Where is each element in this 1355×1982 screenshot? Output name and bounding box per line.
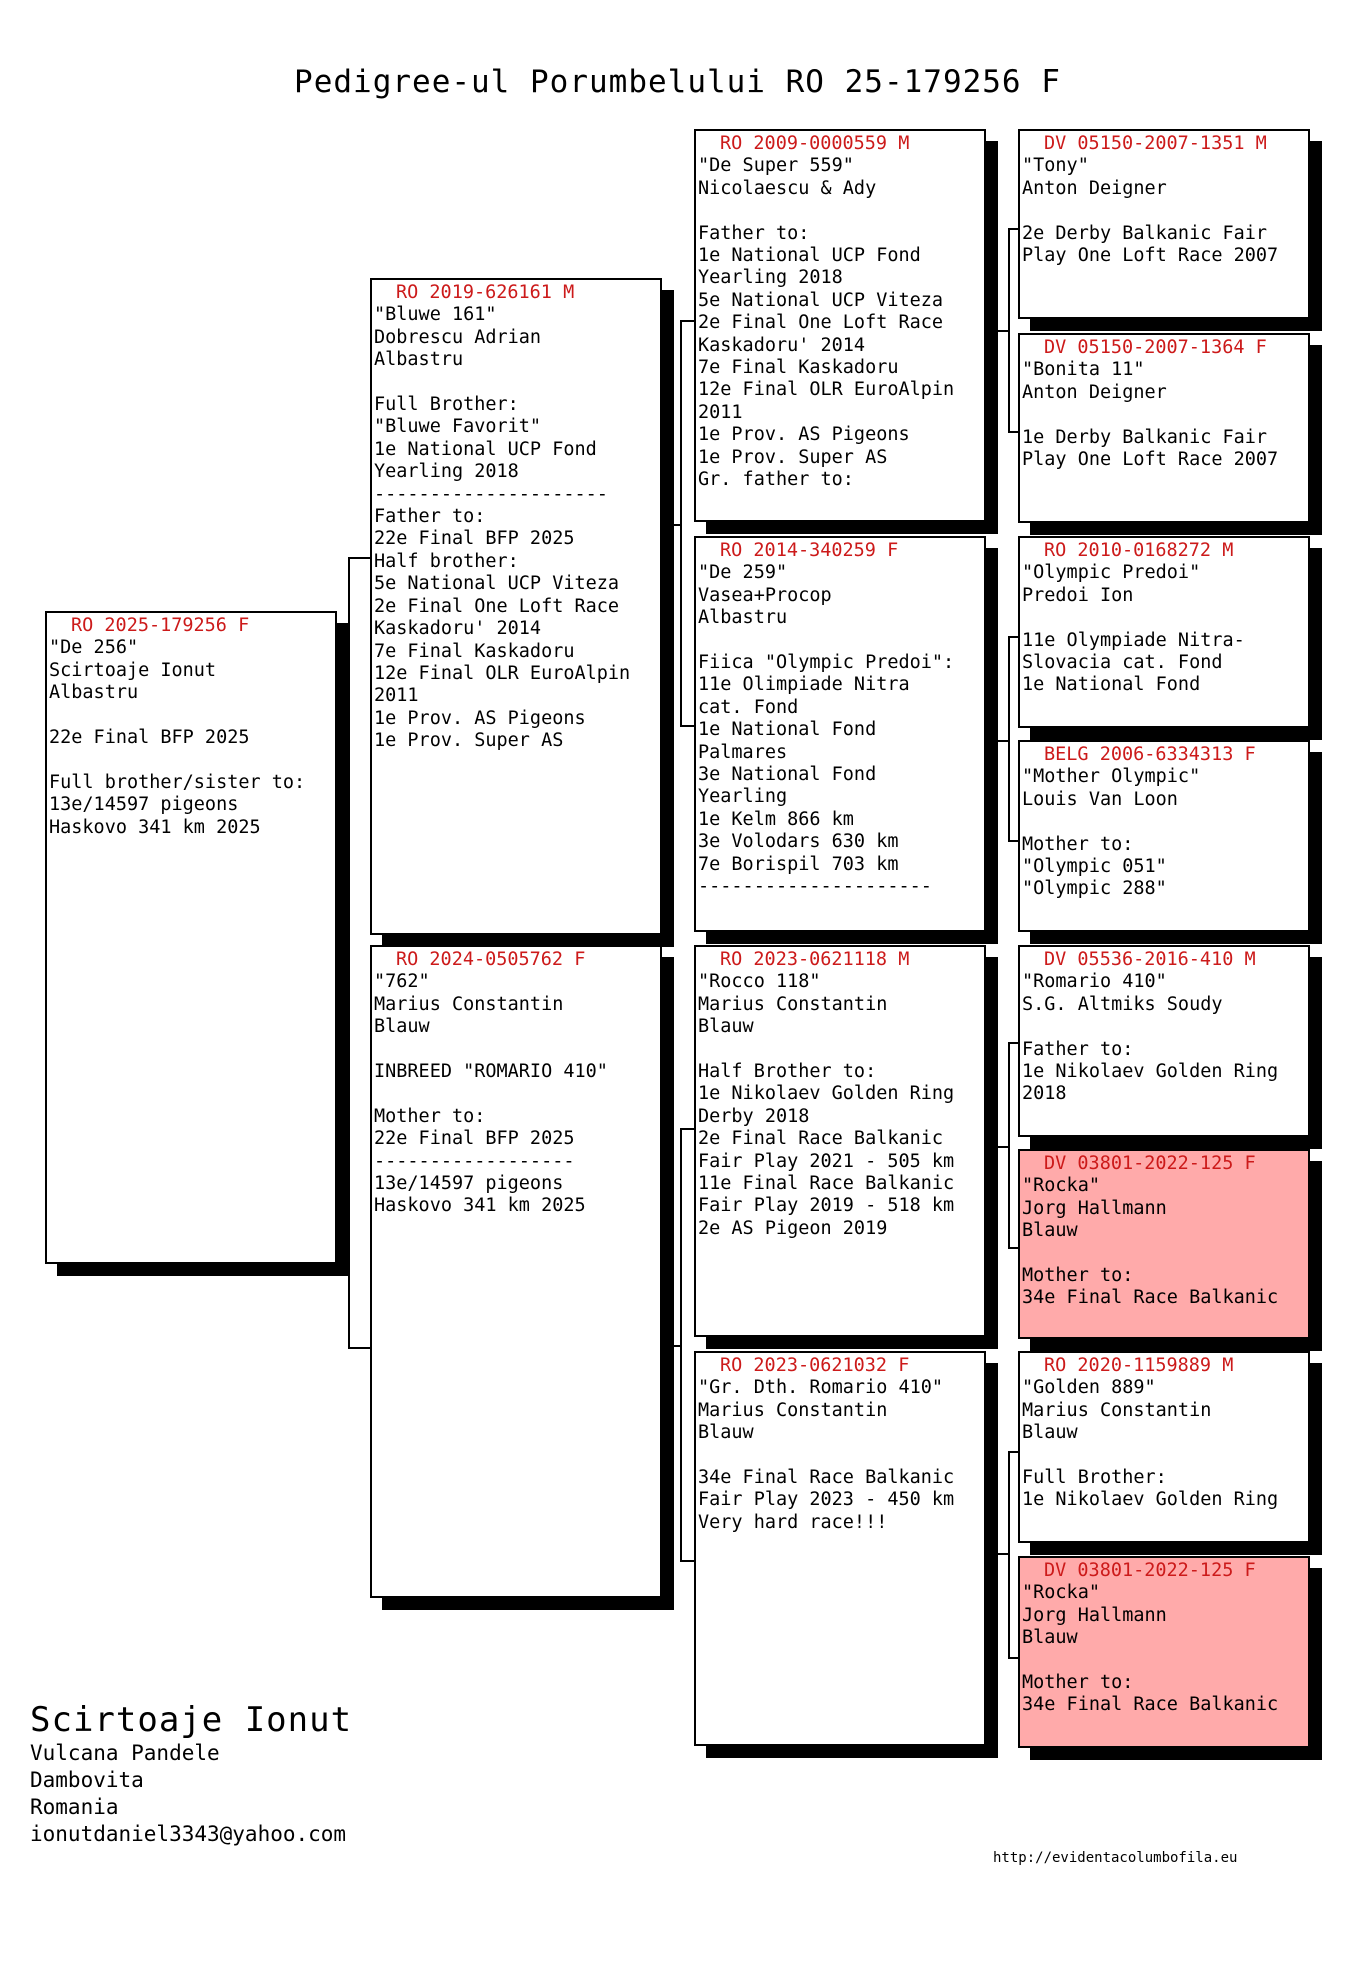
owner-address-2: Dambovita bbox=[30, 1768, 144, 1792]
pigeon-card-dss bbox=[1018, 945, 1310, 1137]
ring-number: RO 2014-340259 F bbox=[720, 540, 899, 561]
pigeon-card-sss bbox=[1018, 129, 1310, 319]
pigeon-card-subject bbox=[45, 611, 337, 1264]
ring-number: RO 2024-0505762 F bbox=[396, 949, 586, 970]
pigeon-details: "Bluwe 161" Dobrescu Adrian Albastru Full Brother: "Bluwe Favorit" 1e National UCP Fond Yearling 2018 --------------------- Father to: 22e Final BFP 2025 Half brother: 5e National UCP Viteza 2e Final One Loft Race Kaskadoru' 2014 7e Final Kaskadoru 12e Final OLR EuroAlpin 2011 1e Prov. AS Pigeons 1e Prov. Super AS bbox=[374, 304, 631, 752]
ring-number: DV 03801-2022-125 F bbox=[1044, 1153, 1256, 1174]
owner-address-1: Vulcana Pandele bbox=[30, 1741, 220, 1765]
connector-g3-1-mid bbox=[996, 330, 1010, 332]
ring-number: DV 05150-2007-1351 M bbox=[1044, 133, 1267, 154]
pigeon-card-dam bbox=[370, 945, 662, 1598]
connector-dam-parents-mid bbox=[666, 1345, 682, 1347]
pigeon-details: "Rocco 118" Marius Constantin Blauw Half Brother to: 1e Nikolaev Golden Ring Derby 2018 2e Final Race Balkanic Fair Play 2021 - 505 km 11e Final Race Balkanic Fair Play 2019 - 518 km 2e AS Pigeon 2019 bbox=[698, 971, 955, 1239]
pigeon-card-ddd bbox=[1018, 1556, 1310, 1748]
ring-number: DV 05536-2016-410 M bbox=[1044, 949, 1256, 970]
owner-name: Scirtoaje Ionut bbox=[30, 1700, 353, 1740]
pigeon-card-sire bbox=[370, 278, 662, 935]
ring-number: DV 05150-2007-1364 F bbox=[1044, 337, 1267, 358]
pigeon-card-dsd bbox=[1018, 1149, 1310, 1339]
connector-gen1-top bbox=[348, 557, 372, 559]
ring-number: RO 2023-0621032 F bbox=[720, 1355, 910, 1376]
pigeon-card-dam-sire bbox=[694, 945, 986, 1337]
ring-number: RO 2019-626161 M bbox=[396, 282, 575, 303]
connector-g3-2 bbox=[1008, 636, 1010, 842]
ring-number: RO 2010-0168272 M bbox=[1044, 540, 1234, 561]
connector-gen1-mid bbox=[336, 943, 350, 945]
ring-number: DV 03801-2022-125 F bbox=[1044, 1560, 1256, 1581]
owner-email: ionutdaniel3343@yahoo.com bbox=[30, 1822, 347, 1846]
pigeon-details: "Romario 410" S.G. Altmiks Soudy Father to: 1e Nikolaev Golden Ring 2018 bbox=[1022, 971, 1279, 1105]
pigeon-card-dds bbox=[1018, 1351, 1310, 1543]
pigeon-card-sdd bbox=[1018, 740, 1310, 932]
pigeon-details: "762" Marius Constantin Blauw INBREED "ROMARIO 410" Mother to: 22e Final BFP 2025 ------------------ 13e/14597 pigeons Haskovo 341 km 2025 bbox=[374, 971, 608, 1217]
ring-number: RO 2020-1159889 M bbox=[1044, 1355, 1234, 1376]
pigeon-card-ssd bbox=[1018, 333, 1310, 523]
website-link[interactable]: http://evidentacolumbofila.eu bbox=[993, 1850, 1238, 1866]
pigeon-details: "Rocka" Jorg Hallmann Blauw Mother to: 34e Final Race Balkanic bbox=[1022, 1175, 1279, 1309]
pigeon-details: "De Super 559" Nicolaescu & Ady Father to: 1e National UCP Fond Yearling 2018 5e National UCP Viteza 2e Final One Loft Race Kaskadoru' 2014 7e Final Kaskadoru 12e Final OLR EuroAlpin 2011 1e Prov. AS Pigeons 1e Prov. Super AS Gr. father to: bbox=[698, 155, 955, 491]
ring-number: RO 2023-0621118 M bbox=[720, 949, 910, 970]
pigeon-details: "Mother Olympic" Louis Van Loon Mother to: "Olympic 051" "Olympic 288" bbox=[1022, 766, 1201, 900]
pigeon-details: "Rocka" Jorg Hallmann Blauw Mother to: 34e Final Race Balkanic bbox=[1022, 1582, 1279, 1716]
ring-number: RO 2009-0000559 M bbox=[720, 133, 910, 154]
connector-g3-3-mid bbox=[996, 1146, 1010, 1148]
connector-g3-4-mid bbox=[996, 1553, 1010, 1555]
pigeon-details: "Gr. Dth. Romario 410" Marius Constantin Blauw 34e Final Race Balkanic Fair Play 2023 - 450 km Very hard race!!! bbox=[698, 1377, 955, 1533]
owner-country: Romania bbox=[30, 1795, 119, 1819]
connector-gen1-bottom bbox=[348, 1347, 372, 1349]
pigeon-card-sire-sire bbox=[694, 129, 986, 522]
pigeon-card-dam-dam bbox=[694, 1351, 986, 1746]
connector-g3-2-mid bbox=[996, 740, 1010, 742]
connector-sire-parents-mid bbox=[666, 524, 682, 526]
pigeon-details: "De 259" Vasea+Procop Albastru Fiica "Olympic Predoi": 11e Olimpiade Nitra cat. Fond 1e National Fond Palmares 3e National Fond Yearling 1e Kelm 866 km 3e Volodars 630 km 7e Borispil 703 km --------------------- bbox=[698, 562, 955, 898]
ring-number: BELG 2006-6334313 F bbox=[1044, 744, 1256, 765]
pigeon-details: "De 256" Scirtoaje Ionut Albastru 22e Final BFP 2025 Full brother/sister to: 13e/14597 pigeons Haskovo 341 km 2025 bbox=[49, 637, 306, 838]
ring-number: RO 2025-179256 F bbox=[71, 615, 250, 636]
pigeon-card-sire-dam bbox=[694, 536, 986, 932]
pigeon-details: "Golden 889" Marius Constantin Blauw Full Brother: 1e Nikolaev Golden Ring bbox=[1022, 1377, 1279, 1511]
pigeon-details: "Olympic Predoi" Predoi Ion 11e Olympiade Nitra- Slovacia cat. Fond 1e National Fond bbox=[1022, 562, 1245, 696]
owner-block bbox=[30, 1700, 352, 1848]
pedigree-title: Pedigree-ul Porumbelului RO 25-179256 F bbox=[294, 64, 1061, 100]
pigeon-details: "Tony" Anton Deigner 2e Derby Balkanic Fair Play One Loft Race 2007 bbox=[1022, 155, 1279, 267]
pigeon-card-sds bbox=[1018, 536, 1310, 728]
connector-gen1 bbox=[348, 557, 350, 1349]
pigeon-details: "Bonita 11" Anton Deigner 1e Derby Balkanic Fair Play One Loft Race 2007 bbox=[1022, 359, 1279, 471]
connector-g3-4 bbox=[1008, 1451, 1010, 1659]
